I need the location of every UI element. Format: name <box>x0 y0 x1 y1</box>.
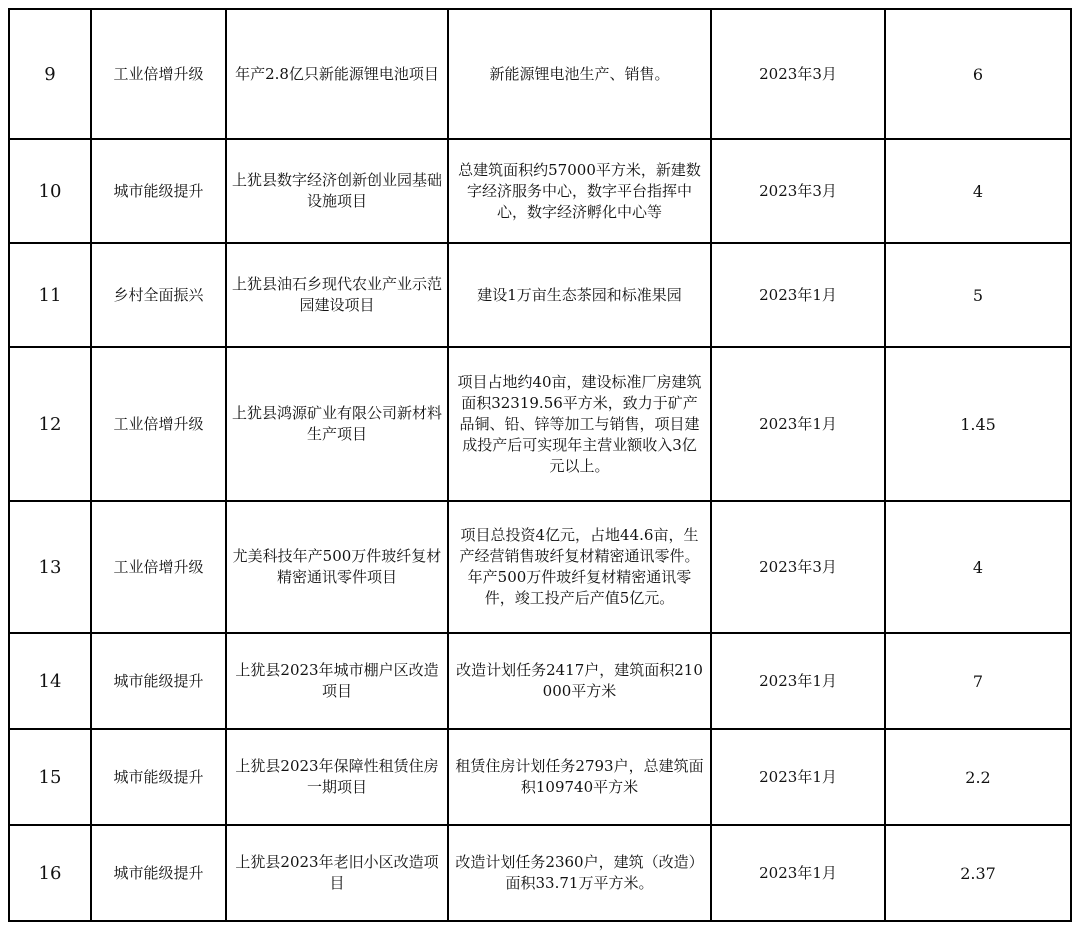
row-start-date: 2023年1月 <box>711 347 885 501</box>
row-investment: 5 <box>885 243 1071 347</box>
row-project-name: 上犹县数字经济创新创业园基础设施项目 <box>226 139 448 243</box>
row-start-date: 2023年3月 <box>711 9 885 139</box>
table-row <box>9 501 1071 633</box>
row-project-name: 上犹县2023年老旧小区改造项目 <box>226 825 448 921</box>
row-content: 项目占地约40亩，建设标准厂房建筑面积32319.56平方米，致力于矿产品铜、铅、锌等加工与销售，项目建成投产后可实现年主营业额收入3亿元以上。 <box>448 347 711 501</box>
row-investment: 1.45 <box>885 347 1071 501</box>
row-project-name: 年产2.8亿只新能源锂电池项目 <box>226 9 448 139</box>
row-category: 工业倍增升级 <box>91 347 226 501</box>
row-number: 14 <box>9 633 91 729</box>
table-row <box>9 825 1071 921</box>
project-table <box>8 8 1072 922</box>
row-investment: 2.37 <box>885 825 1071 921</box>
row-category: 城市能级提升 <box>91 633 226 729</box>
row-category: 工业倍增升级 <box>91 501 226 633</box>
row-content: 总建筑面积约57000平方米，新建数字经济服务中心，数字平台指挥中心，数字经济孵化中心等 <box>448 139 711 243</box>
row-investment: 7 <box>885 633 1071 729</box>
row-content: 新能源锂电池生产、销售。 <box>448 9 711 139</box>
row-content: 租赁住房计划任务2793户，总建筑面积109740平方米 <box>448 729 711 825</box>
row-content: 项目总投资4亿元，占地44.6亩，生产经营销售玻纤复材精密通讯零件。年产500万件玻纤复材精密通讯零件，竣工投产后产值5亿元。 <box>448 501 711 633</box>
table-row <box>9 633 1071 729</box>
row-investment: 4 <box>885 501 1071 633</box>
row-project-name: 尤美科技年产500万件玻纤复材精密通讯零件项目 <box>226 501 448 633</box>
row-category: 乡村全面振兴 <box>91 243 226 347</box>
row-start-date: 2023年1月 <box>711 243 885 347</box>
row-content: 改造计划任务2417户，建筑面积210000平方米 <box>448 633 711 729</box>
row-category: 城市能级提升 <box>91 139 226 243</box>
row-category: 城市能级提升 <box>91 825 226 921</box>
row-content: 建设1万亩生态茶园和标准果园 <box>448 243 711 347</box>
row-category: 城市能级提升 <box>91 729 226 825</box>
table-row <box>9 9 1071 139</box>
row-investment: 2.2 <box>885 729 1071 825</box>
row-content: 改造计划任务2360户，建筑（改造）面积33.71万平方米。 <box>448 825 711 921</box>
row-project-name: 上犹县油石乡现代农业产业示范园建设项目 <box>226 243 448 347</box>
row-start-date: 2023年3月 <box>711 139 885 243</box>
row-number: 10 <box>9 139 91 243</box>
row-number: 15 <box>9 729 91 825</box>
row-start-date: 2023年1月 <box>711 825 885 921</box>
table-row <box>9 243 1071 347</box>
row-investment: 4 <box>885 139 1071 243</box>
row-number: 11 <box>9 243 91 347</box>
table-row <box>9 729 1071 825</box>
row-category: 工业倍增升级 <box>91 9 226 139</box>
row-number: 12 <box>9 347 91 501</box>
row-number: 9 <box>9 9 91 139</box>
table-row <box>9 347 1071 501</box>
row-number: 16 <box>9 825 91 921</box>
row-start-date: 2023年1月 <box>711 633 885 729</box>
row-project-name: 上犹县2023年城市棚户区改造项目 <box>226 633 448 729</box>
row-project-name: 上犹县2023年保障性租赁住房一期项目 <box>226 729 448 825</box>
row-number: 13 <box>9 501 91 633</box>
row-start-date: 2023年1月 <box>711 729 885 825</box>
row-project-name: 上犹县鸿源矿业有限公司新材料生产项目 <box>226 347 448 501</box>
row-start-date: 2023年3月 <box>711 501 885 633</box>
table-row <box>9 139 1071 243</box>
row-investment: 6 <box>885 9 1071 139</box>
